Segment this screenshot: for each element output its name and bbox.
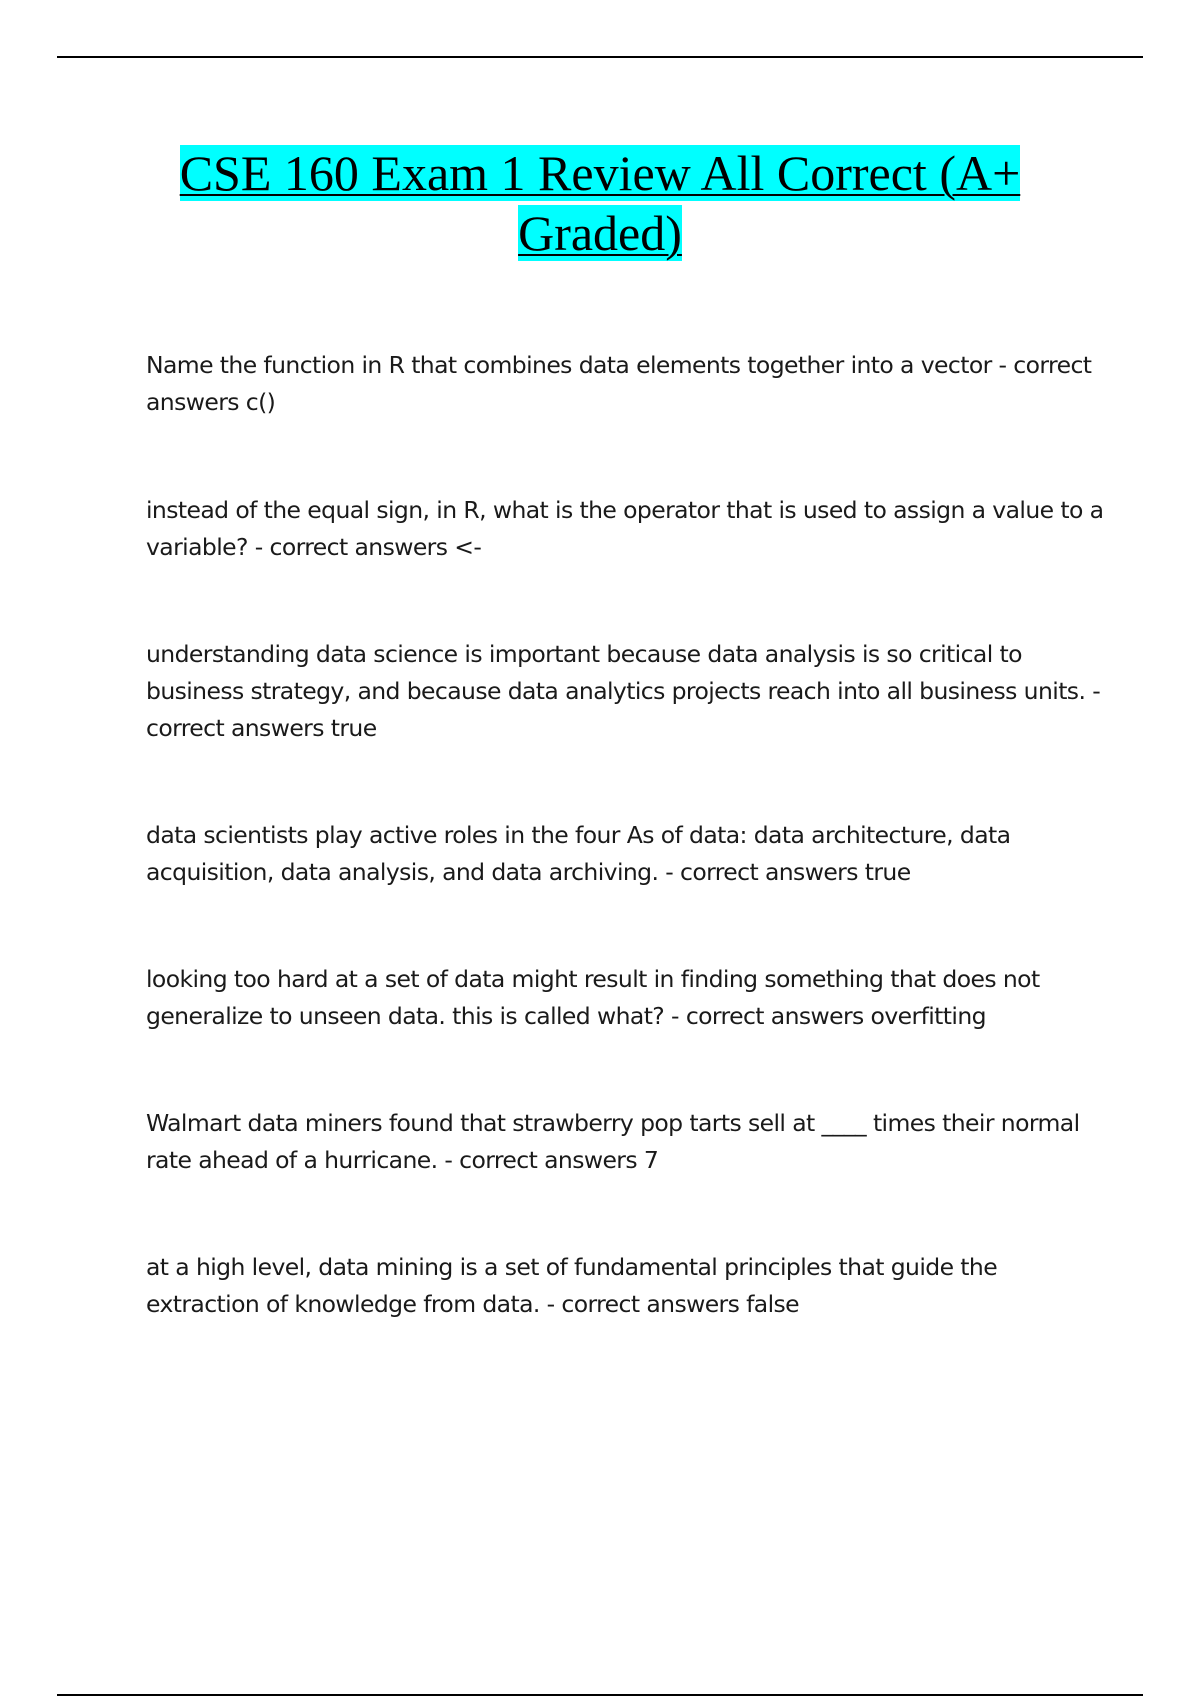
answer-text: correct answers <- bbox=[269, 533, 482, 561]
answer-text: correct answers false bbox=[561, 1290, 800, 1318]
answer-separator: - bbox=[991, 351, 1014, 379]
answer-separator: - bbox=[1085, 677, 1101, 705]
qa-item-6 bbox=[146, 1105, 1106, 1179]
header-rule bbox=[57, 56, 1143, 58]
document-title bbox=[120, 143, 1080, 263]
answer-separator: - bbox=[539, 1290, 562, 1318]
question-text: Name the function in R that combines data elements together into a vector bbox=[146, 351, 992, 379]
question-text: Walmart data miners found that strawberry pop tarts sell at ____ times their normal rate ahead of a hurricane. bbox=[146, 1109, 1080, 1174]
qa-item-5 bbox=[146, 961, 1106, 1035]
answer-text: correct answers true bbox=[680, 858, 911, 886]
question-text: understanding data science is important because data analysis is so critical to business strategy, and because data analytics projects reach into all business units. bbox=[146, 640, 1086, 705]
qa-item-2 bbox=[146, 492, 1106, 566]
answer-separator: - bbox=[658, 858, 680, 886]
answer-separator: - bbox=[437, 1146, 460, 1174]
question-text: instead of the equal sign, in R, what is the operator that is used to assign a value to a variable? bbox=[146, 496, 1104, 561]
qa-item-1 bbox=[146, 347, 1106, 421]
answer-text: correct answers c() bbox=[146, 351, 1092, 416]
answer-text: correct answers 7 bbox=[459, 1146, 659, 1174]
qa-item-7 bbox=[146, 1249, 1106, 1323]
qa-item-4 bbox=[146, 817, 1106, 891]
answer-separator: - bbox=[247, 533, 270, 561]
footer-rule bbox=[57, 1694, 1143, 1696]
question-text: at a high level, data mining is a set of fundamental principles that guide the extraction of knowledge from data. bbox=[146, 1253, 998, 1318]
answer-text: correct answers overfitting bbox=[685, 1002, 986, 1030]
answer-text: correct answers true bbox=[146, 714, 377, 742]
answer-separator: - bbox=[664, 1002, 686, 1030]
qa-item-3 bbox=[146, 636, 1106, 747]
question-text: data scientists play active roles in the four As of data: data architecture, data acquisition, data analysis, and data archiving. bbox=[146, 821, 1011, 886]
question-text: looking too hard at a set of data might result in finding something that does not generalize to unseen data. this is called what? bbox=[146, 965, 1040, 1030]
document-title-text: CSE 160 Exam 1 Review All Correct (A+ Graded) bbox=[179, 145, 1021, 261]
